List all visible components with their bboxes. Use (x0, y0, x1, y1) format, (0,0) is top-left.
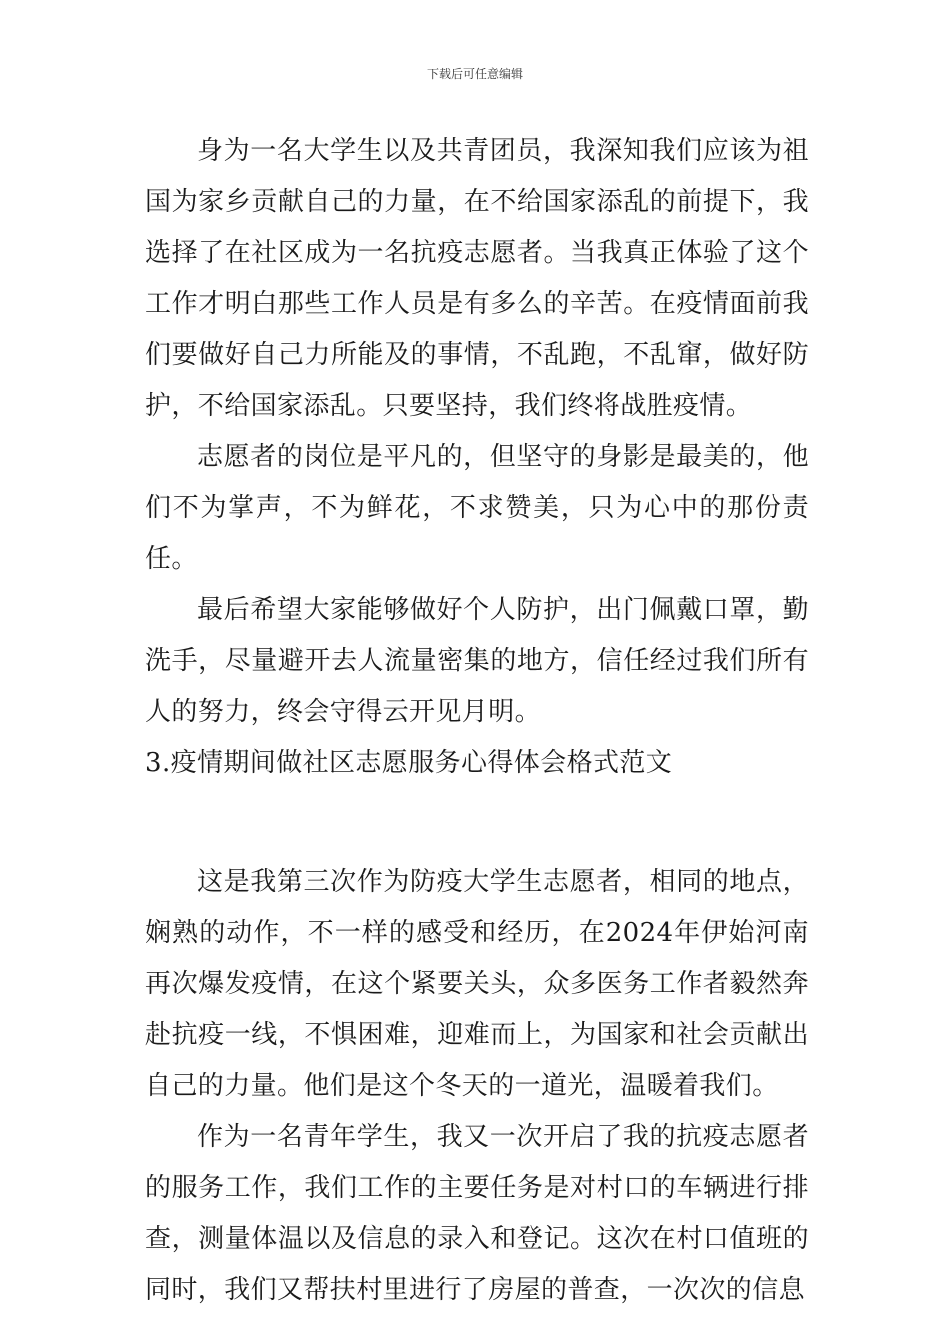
section-heading: 3.疫情期间做社区志愿服务心得体会格式范文 (145, 748, 673, 778)
paragraph-third-time-volunteer: 这是我第三次作为防疫大学生志愿者，相同的地点，娴熟的动作，不一样的感受和经历，在2024年伊始河南再次爆发疫情，在这个紧要关头，众多医务工作者毅然奔赴抗疫一线，不惧困难，迎难而上，为国家和社会贡献出自己的力量。他们是这个冬天的一道光，温暖着我们。 (145, 867, 809, 1101)
section-spacer (145, 789, 809, 857)
paragraph-volunteer-post: 志愿者的岗位是平凡的，但坚守的身影是最美的，他们不为掌声，不为鲜花，不求赞美，只为心中的那份责任。 (145, 442, 809, 574)
paragraph-youth-student-service: 作为一名青年学生，我又一次开启了我的抗疫志愿者的服务工作，我们工作的主要任务是对村口的车辆进行排查，测量体温以及信息的录入和登记。这次在村口值班的同时，我们又帮扶村里进行了房屋的普查，一次次的信息 (145, 1122, 809, 1305)
paragraph-volunteer-duty: 身为一名大学生以及共青团员，我深知我们应该为祖国为家乡贡献自己的力量，在不给国家添乱的前提下，我选择了在社区成为一名抗疫志愿者。当我真正体验了这个工作才明白那些工作人员是有多么的辛苦。在疫情面前我们要做好自己力所能及的事情，不乱跑，不乱窜，做好防护，不给国家添乱。只要坚持，我们终将战胜疫情。 (145, 136, 809, 421)
paragraph-closing-hope: 最后希望大家能够做好个人防护，出门佩戴口罩，勤洗手，尽量避开去人流量密集的地方，信任经过我们所有人的努力，终会守得云开见月明。 (145, 595, 809, 727)
page-header-note: 下载后可任意编辑 (426, 67, 523, 81)
document-body (145, 126, 809, 1316)
